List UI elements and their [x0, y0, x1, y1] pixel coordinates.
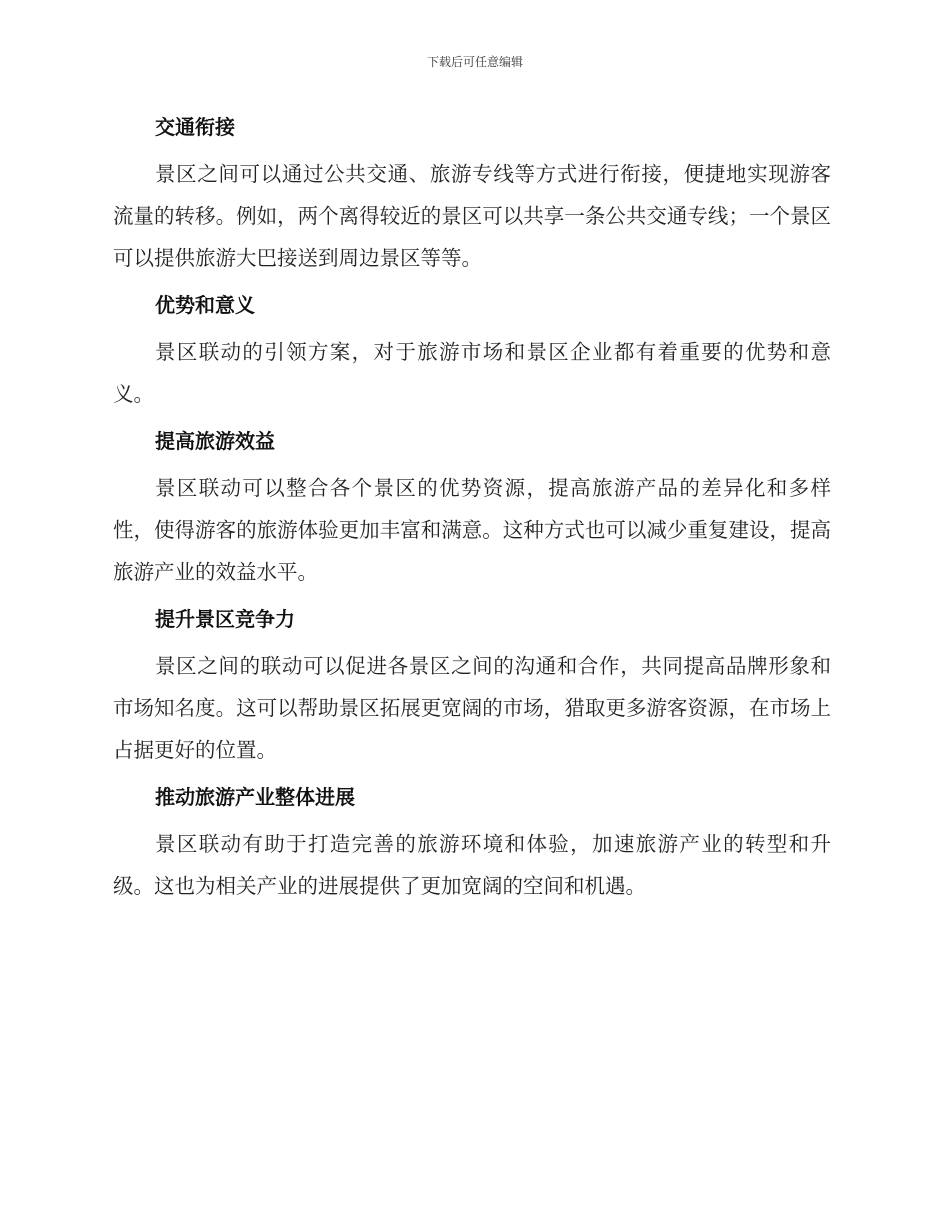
section-heading: 提高旅游效益: [155, 429, 275, 453]
document-body: [113, 108, 831, 914]
section-transport-connection: [113, 108, 831, 279]
page-header: 下载后可任意编辑: [426, 55, 523, 69]
section-paragraph: 景区联动的引领方案，对于旅游市场和景区企业都有着重要的优势和意义。: [113, 340, 831, 406]
section-heading: 优势和意义: [155, 293, 255, 317]
section-paragraph: 景区联动有助于打造完善的旅游环境和体验，加速旅游产业的转型和升级。这也为相关产业的进展提供了更加宽阔的空间和机遇。: [113, 832, 831, 898]
section-heading: 推动旅游产业整体进展: [155, 785, 355, 809]
section-paragraph: 景区之间可以通过公共交通、旅游专线等方式进行衔接，便捷地实现游客流量的转移。例如，两个离得较近的景区可以共享一条公共交通专线；一个景区可以提供旅游大巴接送到周边景区等等。: [113, 162, 831, 270]
section-heading: 交通衔接: [155, 115, 235, 139]
section-tourism-benefit: [113, 422, 831, 593]
section-paragraph: 景区之间的联动可以促进各景区之间的沟通和合作，共同提高品牌形象和市场知名度。这可以帮助景区拓展更宽阔的市场，猎取更多游客资源，在市场上占据更好的位置。: [113, 654, 831, 762]
section-competitiveness: [113, 600, 831, 771]
section-advantages: [113, 286, 831, 415]
section-paragraph: 景区联动可以整合各个景区的优势资源，提高旅游产品的差异化和多样性，使得游客的旅游体验更加丰富和满意。这种方式也可以减少重复建设，提高旅游产业的效益水平。: [113, 476, 831, 584]
section-heading: 提升景区竞争力: [155, 607, 295, 631]
section-industry-progress: [113, 778, 831, 907]
